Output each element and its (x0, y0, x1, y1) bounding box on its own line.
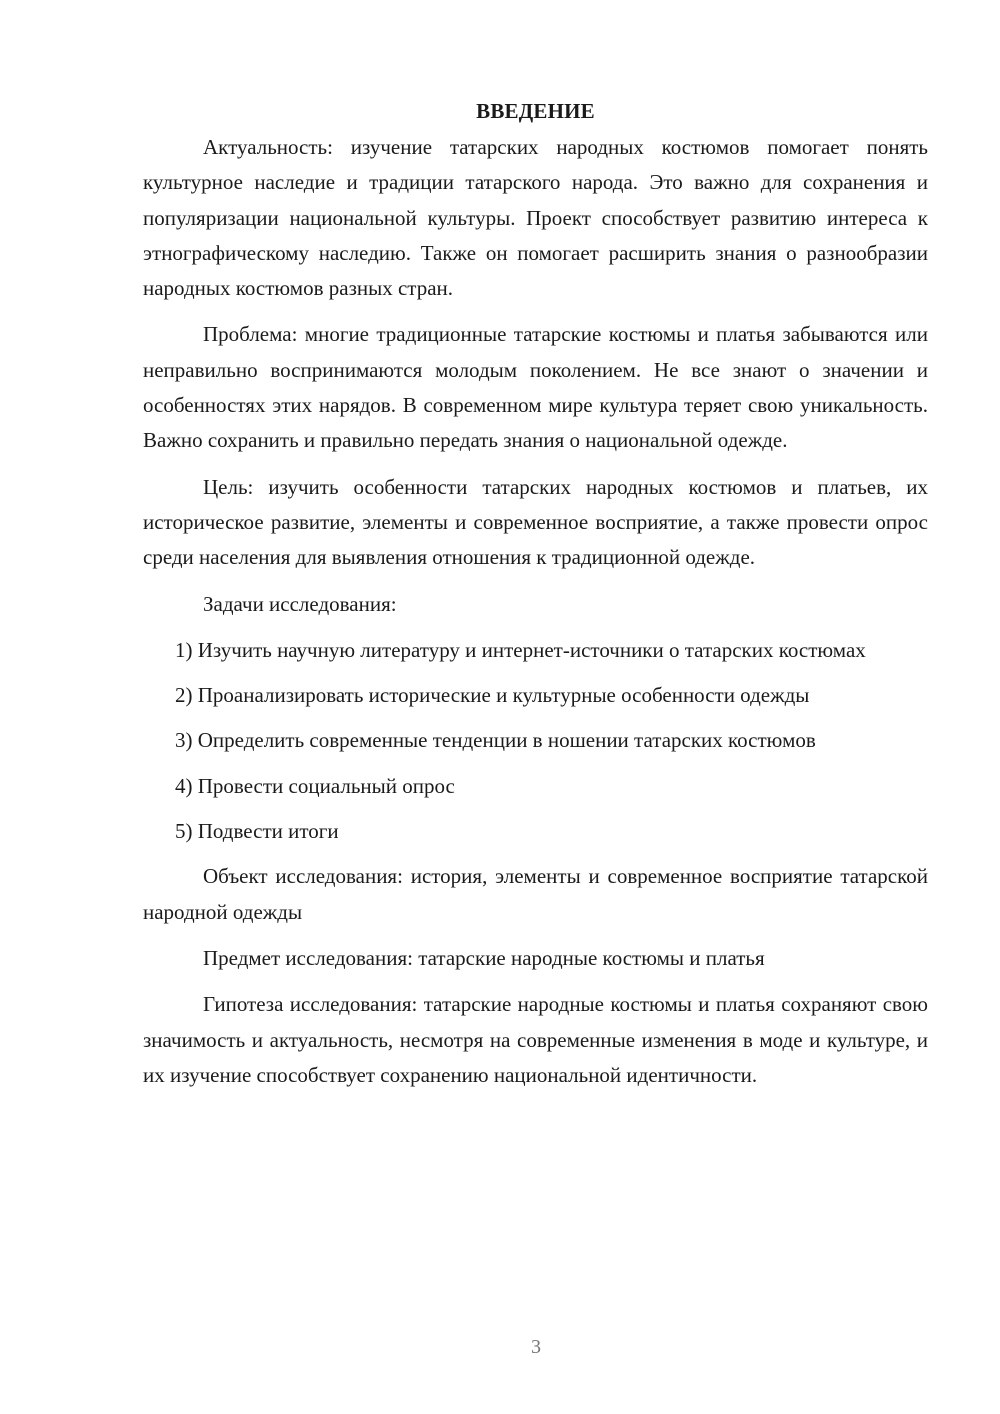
page-title: ВВЕДЕНИЕ (476, 99, 595, 123)
list-item: 2) Проанализировать исторические и культурные особенности одежды (175, 683, 810, 708)
document-page (143, 96, 928, 1104)
tasks-heading: Задачи исследования: (203, 591, 397, 616)
hypothesis-paragraph: Гипотеза исследования: татарские народные костюмы и платья сохраняют свою значимость и актуальность, несмотря на современные изменения в моде и культуре, и их изучение способствует сохранению национальной идентичности. (143, 992, 928, 1087)
list-item: 4) Провести социальный опрос (175, 773, 455, 798)
relevance-paragraph: Актуальность: изучение татарских народных костюмов помогает понять культурное наследие и традиции татарского народа. Это важно для сохранения и популяризации национальной культуры. Проект способствует развитию интереса к этнографическому наследию. Также он помогает расширить знания о разнообразии народных костюмов разных стран. (143, 135, 928, 301)
subject-paragraph: Предмет исследования: татарские народные костюмы и платья (203, 945, 765, 970)
page-number: 3 (531, 1336, 541, 1358)
list-item: 3) Определить современные тенденции в ношении татарских костюмов (175, 728, 816, 753)
tasks-list (143, 633, 928, 849)
problem-paragraph: Проблема: многие традиционные татарские костюмы и платья забываются или неправильно воспринимаются молодым поколением. Не все знают о значении и особенностях этих нарядов. В современном мире культура теряет свою уникальность. Важно сохранить и правильно передать знания о национальной одежде. (143, 322, 928, 453)
goal-paragraph: Цель: изучить особенности татарских народных костюмов и платьев, их историческое развитие, элементы и современное восприятие, а также провести опрос среди населения для выявления отношения к традиционной одежде. (143, 474, 928, 570)
list-item: 5) Подвести итоги (175, 819, 339, 844)
object-paragraph: Объект исследования: история, элементы и современное восприятие татарской народной одежды (143, 864, 928, 924)
list-item: 1) Изучить научную литературу и интернет-источники о татарских костюмах (175, 637, 866, 662)
